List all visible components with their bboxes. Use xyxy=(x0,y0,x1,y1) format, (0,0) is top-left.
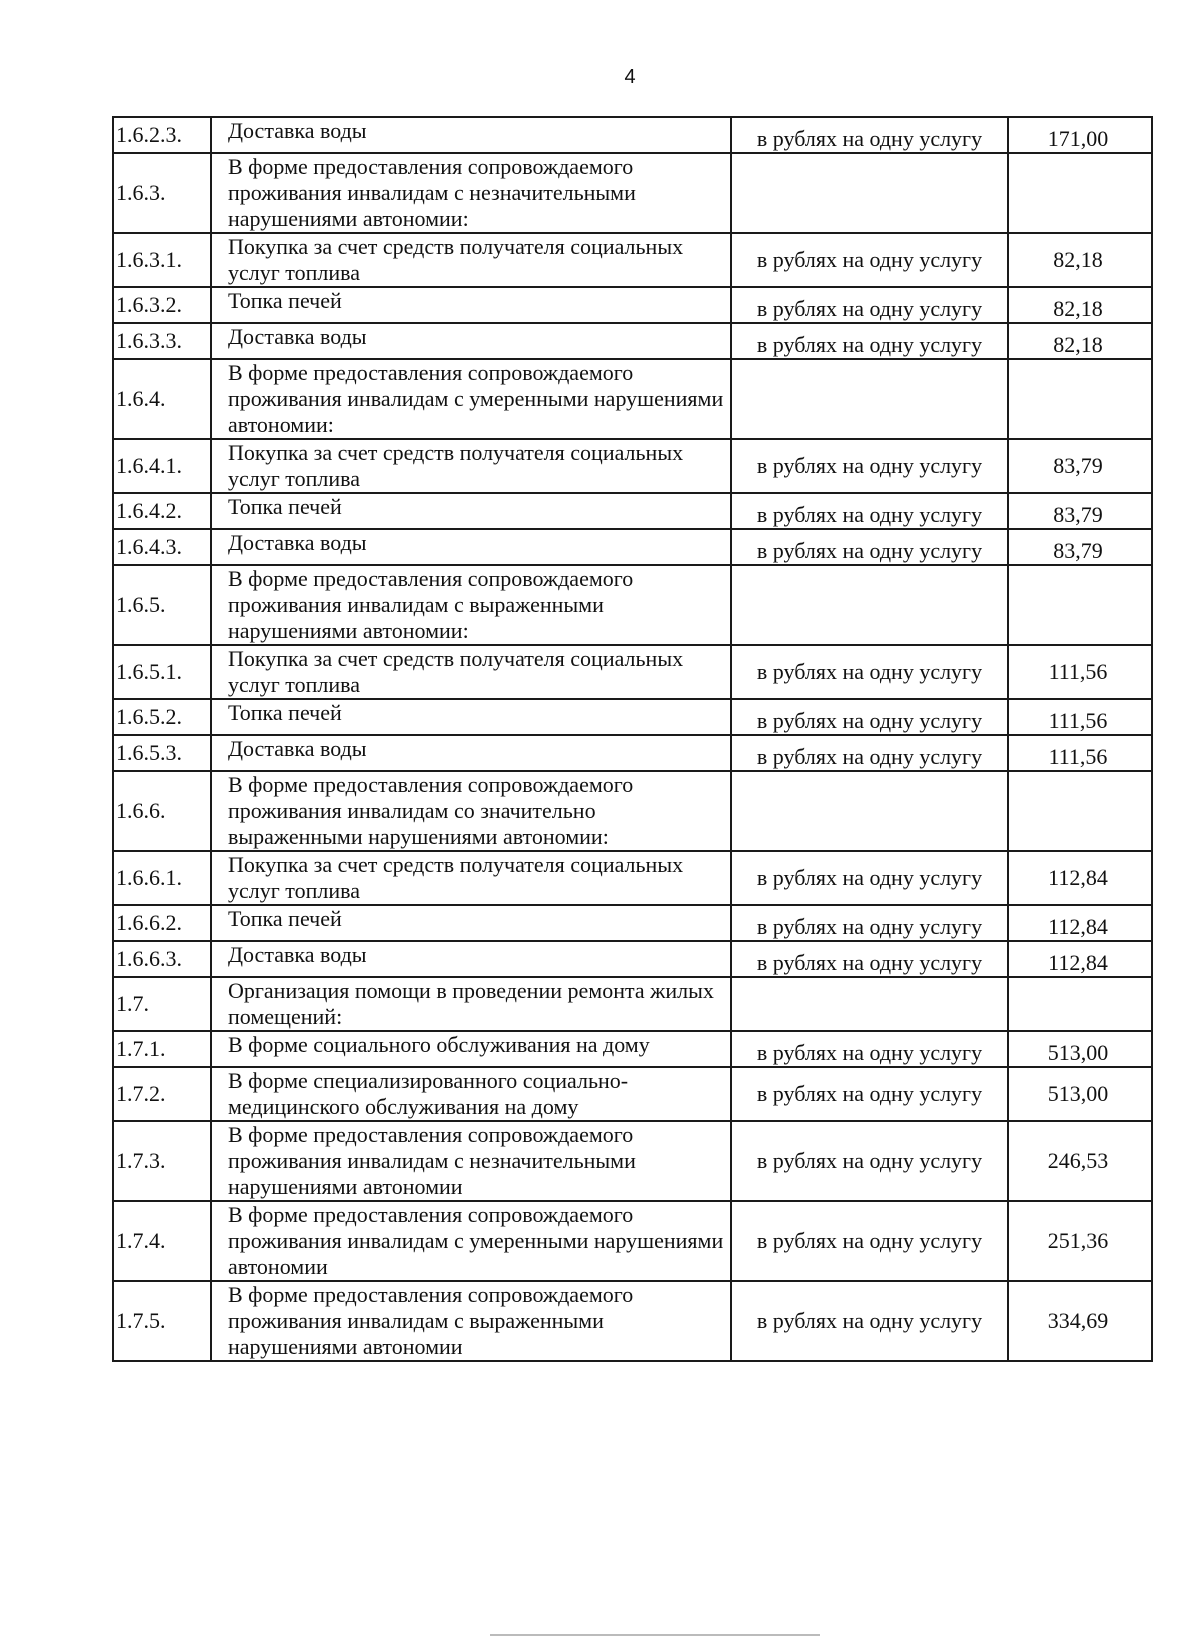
table-row xyxy=(113,1121,1152,1201)
service-name-cell: В форме предоставления сопровождаемого проживания инвалидам с незначительными нарушениями автономии xyxy=(211,1121,731,1201)
table-row xyxy=(113,1201,1152,1281)
row-number-cell: 1.6.3.2. xyxy=(113,287,211,323)
unit-cell xyxy=(731,153,1008,233)
row-number-cell: 1.6.6. xyxy=(113,771,211,851)
price-cell xyxy=(1008,771,1152,851)
price-cell: 111,56 xyxy=(1008,699,1152,735)
service-name-cell: Топка печей xyxy=(211,699,731,735)
table-row xyxy=(113,905,1152,941)
table-row xyxy=(113,735,1152,771)
unit-cell: в рублях на одну услугу xyxy=(731,439,1008,493)
row-number-cell: 1.6.3.1. xyxy=(113,233,211,287)
unit-cell: в рублях на одну услугу xyxy=(731,117,1008,153)
price-cell: 82,18 xyxy=(1008,323,1152,359)
row-number-cell: 1.7.2. xyxy=(113,1067,211,1121)
row-number-cell: 1.6.5.1. xyxy=(113,645,211,699)
unit-cell: в рублях на одну услугу xyxy=(731,1121,1008,1201)
price-cell: 83,79 xyxy=(1008,529,1152,565)
price-cell: 82,18 xyxy=(1008,287,1152,323)
row-number-cell: 1.6.4.3. xyxy=(113,529,211,565)
unit-cell: в рублях на одну услугу xyxy=(731,645,1008,699)
service-name-cell: Доставка воды xyxy=(211,117,731,153)
row-number-cell: 1.6.5.2. xyxy=(113,699,211,735)
price-cell: 111,56 xyxy=(1008,735,1152,771)
service-name-cell: В форме предоставления сопровождаемого проживания инвалидам с умеренными нарушениями автономии xyxy=(211,1201,731,1281)
row-number-cell: 1.6.4.1. xyxy=(113,439,211,493)
row-number-cell: 1.6.5. xyxy=(113,565,211,645)
table-row xyxy=(113,287,1152,323)
price-cell xyxy=(1008,359,1152,439)
price-cell: 171,00 xyxy=(1008,117,1152,153)
price-cell: 82,18 xyxy=(1008,233,1152,287)
service-name-cell: Доставка воды xyxy=(211,323,731,359)
price-cell: 246,53 xyxy=(1008,1121,1152,1201)
price-cell: 334,69 xyxy=(1008,1281,1152,1361)
service-name-cell: Организация помощи в проведении ремонта жилых помещений: xyxy=(211,977,731,1031)
service-name-cell: Покупка за счет средств получателя социальных услуг топлива xyxy=(211,233,731,287)
unit-cell: в рублях на одну услугу xyxy=(731,1201,1008,1281)
price-cell xyxy=(1008,153,1152,233)
service-name-cell: Покупка за счет средств получателя социальных услуг топлива xyxy=(211,645,731,699)
price-cell: 112,84 xyxy=(1008,851,1152,905)
table-row xyxy=(113,359,1152,439)
table-row xyxy=(113,117,1152,153)
unit-cell: в рублях на одну услугу xyxy=(731,287,1008,323)
row-number-cell: 1.7.5. xyxy=(113,1281,211,1361)
unit-cell: в рублях на одну услугу xyxy=(731,1067,1008,1121)
row-number-cell: 1.6.3. xyxy=(113,153,211,233)
table-row xyxy=(113,851,1152,905)
table-row xyxy=(113,645,1152,699)
service-name-cell: В форме предоставления сопровождаемого проживания инвалидам со значительно выраженными нарушениями автономии: xyxy=(211,771,731,851)
unit-cell: в рублях на одну услугу xyxy=(731,233,1008,287)
table-row xyxy=(113,439,1152,493)
unit-cell: в рублях на одну услугу xyxy=(731,493,1008,529)
unit-cell xyxy=(731,359,1008,439)
page-number: 4 xyxy=(624,66,636,88)
unit-cell: в рублях на одну услугу xyxy=(731,699,1008,735)
price-cell: 111,56 xyxy=(1008,645,1152,699)
row-number-cell: 1.6.6.3. xyxy=(113,941,211,977)
unit-cell: в рублях на одну услугу xyxy=(731,735,1008,771)
footer-divider xyxy=(490,1634,820,1636)
table-row xyxy=(113,323,1152,359)
table-row xyxy=(113,233,1152,287)
row-number-cell: 1.6.2.3. xyxy=(113,117,211,153)
row-number-cell: 1.6.3.3. xyxy=(113,323,211,359)
row-number-cell: 1.7.4. xyxy=(113,1201,211,1281)
service-name-cell: В форме предоставления сопровождаемого проживания инвалидам с незначительными нарушениями автономии: xyxy=(211,153,731,233)
unit-cell xyxy=(731,565,1008,645)
price-cell xyxy=(1008,565,1152,645)
service-name-cell: Доставка воды xyxy=(211,941,731,977)
price-cell xyxy=(1008,977,1152,1031)
service-name-cell: Топка печей xyxy=(211,287,731,323)
row-number-cell: 1.6.6.1. xyxy=(113,851,211,905)
service-name-cell: В форме предоставления сопровождаемого проживания инвалидам с умеренными нарушениями автономии: xyxy=(211,359,731,439)
table-row xyxy=(113,493,1152,529)
service-name-cell: Доставка воды xyxy=(211,529,731,565)
price-cell: 112,84 xyxy=(1008,941,1152,977)
unit-cell: в рублях на одну услугу xyxy=(731,1281,1008,1361)
row-number-cell: 1.7.1. xyxy=(113,1031,211,1067)
service-name-cell: В форме предоставления сопровождаемого проживания инвалидам с выраженными нарушениями автономии: xyxy=(211,565,731,645)
service-name-cell: Покупка за счет средств получателя социальных услуг топлива xyxy=(211,851,731,905)
unit-cell: в рублях на одну услугу xyxy=(731,905,1008,941)
unit-cell: в рублях на одну услугу xyxy=(731,941,1008,977)
price-cell: 513,00 xyxy=(1008,1031,1152,1067)
price-cell: 251,36 xyxy=(1008,1201,1152,1281)
unit-cell: в рублях на одну услугу xyxy=(731,1031,1008,1067)
table-row xyxy=(113,699,1152,735)
table-row xyxy=(113,1067,1152,1121)
price-cell: 112,84 xyxy=(1008,905,1152,941)
table-row xyxy=(113,941,1152,977)
price-cell: 513,00 xyxy=(1008,1067,1152,1121)
service-name-cell: В форме предоставления сопровождаемого проживания инвалидам с выраженными нарушениями автономии xyxy=(211,1281,731,1361)
price-cell: 83,79 xyxy=(1008,493,1152,529)
table-row xyxy=(113,1281,1152,1361)
service-name-cell: Топка печей xyxy=(211,905,731,941)
service-name-cell: В форме специализированного социально-медицинского обслуживания на дому xyxy=(211,1067,731,1121)
unit-cell: в рублях на одну услугу xyxy=(731,529,1008,565)
tariff-table xyxy=(112,116,1153,1362)
table-row xyxy=(113,565,1152,645)
row-number-cell: 1.6.6.2. xyxy=(113,905,211,941)
price-cell: 83,79 xyxy=(1008,439,1152,493)
table-row xyxy=(113,1031,1152,1067)
table-row xyxy=(113,771,1152,851)
unit-cell: в рублях на одну услугу xyxy=(731,323,1008,359)
row-number-cell: 1.6.5.3. xyxy=(113,735,211,771)
unit-cell xyxy=(731,977,1008,1031)
row-number-cell: 1.7. xyxy=(113,977,211,1031)
table-row xyxy=(113,153,1152,233)
service-name-cell: Доставка воды xyxy=(211,735,731,771)
row-number-cell: 1.7.3. xyxy=(113,1121,211,1201)
table-row xyxy=(113,977,1152,1031)
service-name-cell: Покупка за счет средств получателя социальных услуг топлива xyxy=(211,439,731,493)
service-name-cell: В форме социального обслуживания на дому xyxy=(211,1031,731,1067)
table-row xyxy=(113,529,1152,565)
service-name-cell: Топка печей xyxy=(211,493,731,529)
row-number-cell: 1.6.4. xyxy=(113,359,211,439)
tariff-table-body xyxy=(113,117,1152,1361)
row-number-cell: 1.6.4.2. xyxy=(113,493,211,529)
unit-cell: в рублях на одну услугу xyxy=(731,851,1008,905)
unit-cell xyxy=(731,771,1008,851)
